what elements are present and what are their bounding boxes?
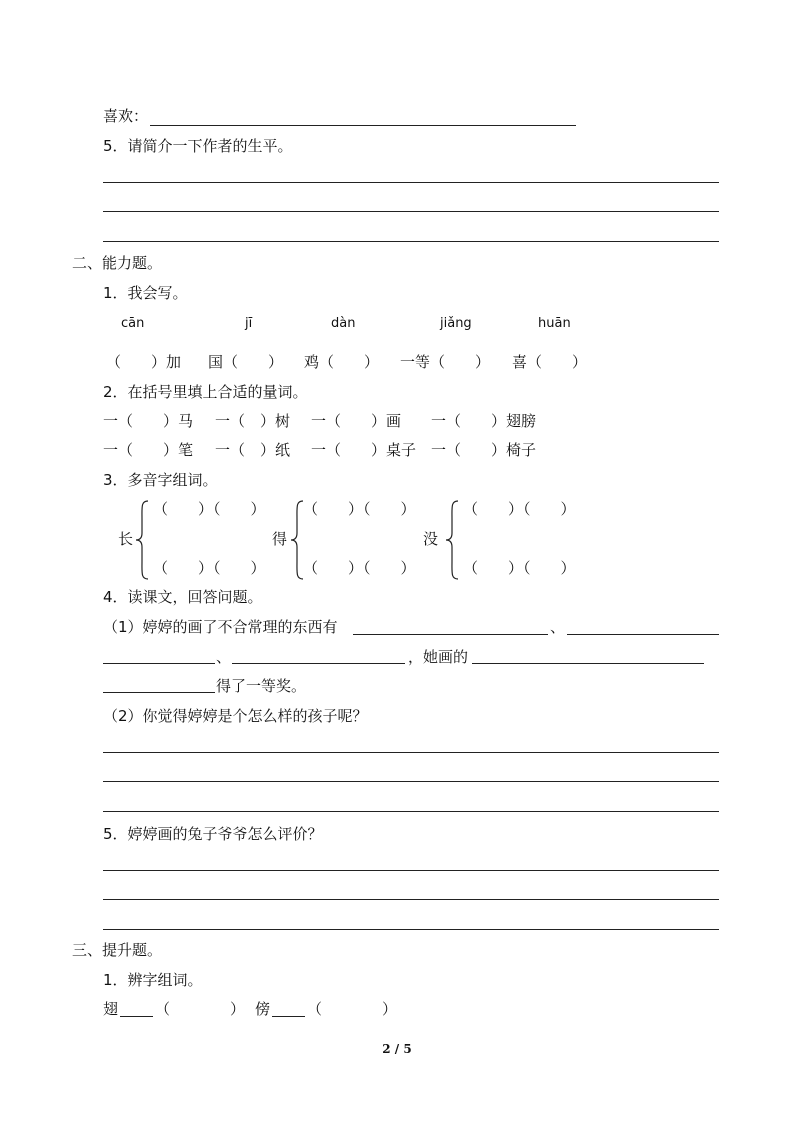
question-5-author: 5．请简介一下作者的生平。 <box>103 137 293 155</box>
fill-blank-line[interactable] <box>103 692 215 693</box>
question-3-title: 3．多音字组词。 <box>103 471 218 489</box>
like-label: 喜欢： <box>103 107 149 125</box>
write-item-4[interactable]: 一等（ ） <box>400 353 491 371</box>
write-item-2[interactable]: 国（ ） <box>208 353 284 371</box>
answer-line[interactable] <box>103 182 719 183</box>
question-5-title: 5．婷婷画的兔子爷爷怎么评价？ <box>103 825 323 843</box>
section-3-title: 三、提升题。 <box>72 941 163 959</box>
measure-word-item[interactable]: 一（ ）桌子 <box>311 441 417 459</box>
answer-line[interactable] <box>103 781 719 782</box>
distinguish-char-2: 傍 <box>255 1000 271 1018</box>
fill-blank-line[interactable] <box>353 634 548 635</box>
page-number: 2 / 5 <box>382 1042 412 1056</box>
answer-line[interactable] <box>103 929 719 930</box>
distinguish-paren-2[interactable]: （ ） <box>307 1000 398 1018</box>
like-answer-line[interactable] <box>150 125 576 126</box>
fill-blank-line[interactable] <box>232 663 405 664</box>
polyphone-blank[interactable]: （ ）（ ） <box>303 559 416 577</box>
polyphone-blank[interactable]: （ ）（ ） <box>153 500 266 518</box>
fill-blank-line[interactable] <box>472 663 704 664</box>
fill-blank-line[interactable] <box>103 663 215 664</box>
measure-word-item[interactable]: 一（ ）画 <box>311 412 402 430</box>
question-4-part1-end: 得了一等奖。 <box>216 677 307 695</box>
answer-line[interactable] <box>103 241 719 242</box>
pinyin-5: huān <box>538 316 571 331</box>
polyphone-blank[interactable]: （ ）（ ） <box>463 559 576 577</box>
write-item-5[interactable]: 喜（ ） <box>512 353 588 371</box>
pinyin-1: cān <box>121 316 145 331</box>
question-4-part1-text: （1）婷婷的画了不合常理的东西有 <box>103 618 338 636</box>
write-item-3[interactable]: 鸡（ ） <box>304 353 380 371</box>
pinyin-4: jiǎng <box>440 316 472 331</box>
measure-word-item[interactable]: 一（ ）翅膀 <box>431 412 537 430</box>
polyphone-char: 长 <box>118 530 134 548</box>
measure-word-item[interactable]: 一（ ）马 <box>103 412 194 430</box>
polyphone-blank[interactable]: （ ）（ ） <box>303 500 416 518</box>
question-4-title: 4．读课文，回答问题。 <box>103 588 263 606</box>
answer-line[interactable] <box>103 899 719 900</box>
question-4-part2-text: （2）你觉得婷婷是个怎么样的孩子呢？ <box>103 707 368 725</box>
separator: 、 <box>216 648 232 666</box>
distinguish-char-1: 翅 <box>103 1000 119 1018</box>
measure-word-item[interactable]: 一（ ）纸 <box>215 441 291 459</box>
fill-blank-line[interactable] <box>272 1016 305 1017</box>
polyphone-blank[interactable]: （ ）（ ） <box>153 559 266 577</box>
pinyin-3: dàn <box>331 316 356 331</box>
measure-word-item[interactable]: 一（ ）笔 <box>103 441 194 459</box>
answer-line[interactable] <box>103 211 719 212</box>
measure-word-item[interactable]: 一（ ）树 <box>215 412 291 430</box>
polyphone-char: 得 <box>272 530 288 548</box>
left-brace-icon <box>134 499 150 581</box>
question-4-part1-mid: ，她画的 <box>408 648 469 666</box>
question-2-title: 2．在括号里填上合适的量词。 <box>103 383 308 401</box>
answer-line[interactable] <box>103 811 719 812</box>
write-item-1[interactable]: （ ）加 <box>106 353 182 371</box>
section-3-question-1-title: 1．辨字组词。 <box>103 971 203 989</box>
fill-blank-line[interactable] <box>567 634 719 635</box>
answer-line[interactable] <box>103 870 719 871</box>
polyphone-char: 没 <box>423 530 439 548</box>
measure-word-item[interactable]: 一（ ）椅子 <box>431 441 537 459</box>
answer-line[interactable] <box>103 752 719 753</box>
left-brace-icon <box>444 499 460 581</box>
polyphone-blank[interactable]: （ ）（ ） <box>463 500 576 518</box>
pinyin-2: jī <box>245 316 253 331</box>
separator: 、 <box>550 618 566 636</box>
question-1-title: 1．我会写。 <box>103 284 188 302</box>
fill-blank-line[interactable] <box>120 1016 153 1017</box>
section-2-title: 二、能力题。 <box>72 254 163 272</box>
distinguish-paren-1[interactable]: （ ） <box>155 1000 246 1018</box>
